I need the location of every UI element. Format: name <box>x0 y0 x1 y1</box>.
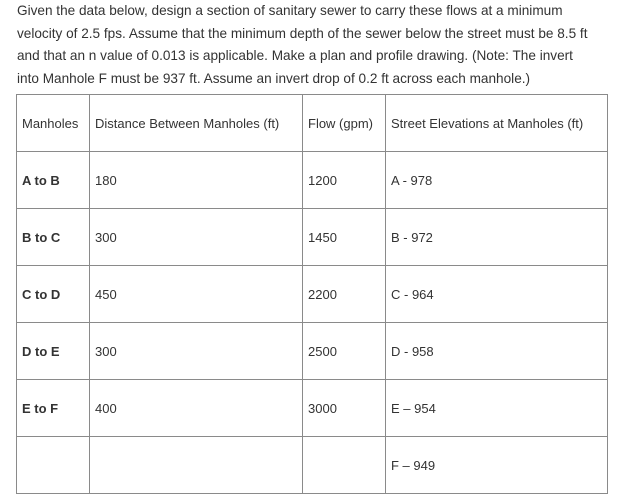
table-row <box>17 380 608 437</box>
cell-elevation: E – 954 <box>386 380 608 437</box>
problem-line: and that an n value of 0.013 is applicable. Make a plan and profile drawing. (Note: The invert <box>17 48 573 64</box>
cell-flow: 1200 <box>303 152 386 209</box>
cell-segment: A to B <box>17 152 90 209</box>
cell-distance: 300 <box>90 323 303 380</box>
header-street-elevation: Street Elevations at Manholes (ft) <box>386 95 608 152</box>
table-row <box>17 266 608 323</box>
cell-distance: 450 <box>90 266 303 323</box>
table-row <box>17 209 608 266</box>
cell-flow: 2500 <box>303 323 386 380</box>
cell-distance: 400 <box>90 380 303 437</box>
table-row <box>17 437 608 494</box>
problem-line: into Manhole F must be 937 ft. Assume an invert drop of 0.2 ft across each manhole.) <box>17 70 531 86</box>
cell-elevation: C - 964 <box>386 266 608 323</box>
cell-distance: 300 <box>90 209 303 266</box>
problem-line: Given the data below, design a section of sanitary sewer to carry these flows at a minimum <box>17 3 563 18</box>
cell-distance: 180 <box>90 152 303 209</box>
sewer-data-table <box>16 94 608 494</box>
cell-elevation: B - 972 <box>386 209 608 266</box>
cell-segment <box>17 437 90 494</box>
problem-line: velocity of 2.5 fps. Assume that the minimum depth of the sewer below the street must be 8.5 ft <box>17 25 588 41</box>
cell-flow: 3000 <box>303 380 386 437</box>
table-header-row <box>17 95 608 152</box>
cell-elevation: A - 978 <box>386 152 608 209</box>
cell-distance <box>90 437 303 494</box>
cell-elevation: F – 949 <box>386 437 608 494</box>
header-manholes: Manholes <box>17 95 90 152</box>
cell-segment: C to D <box>17 266 90 323</box>
table-row <box>17 152 608 209</box>
problem-statement <box>17 0 625 90</box>
cell-elevation: D - 958 <box>386 323 608 380</box>
cell-segment: B to C <box>17 209 90 266</box>
cell-flow: 1450 <box>303 209 386 266</box>
header-distance: Distance Between Manholes (ft) <box>90 95 303 152</box>
cell-flow <box>303 437 386 494</box>
cell-flow: 2200 <box>303 266 386 323</box>
cell-segment: E to F <box>17 380 90 437</box>
table-row <box>17 323 608 380</box>
cell-segment: D to E <box>17 323 90 380</box>
header-flow: Flow (gpm) <box>303 95 386 152</box>
